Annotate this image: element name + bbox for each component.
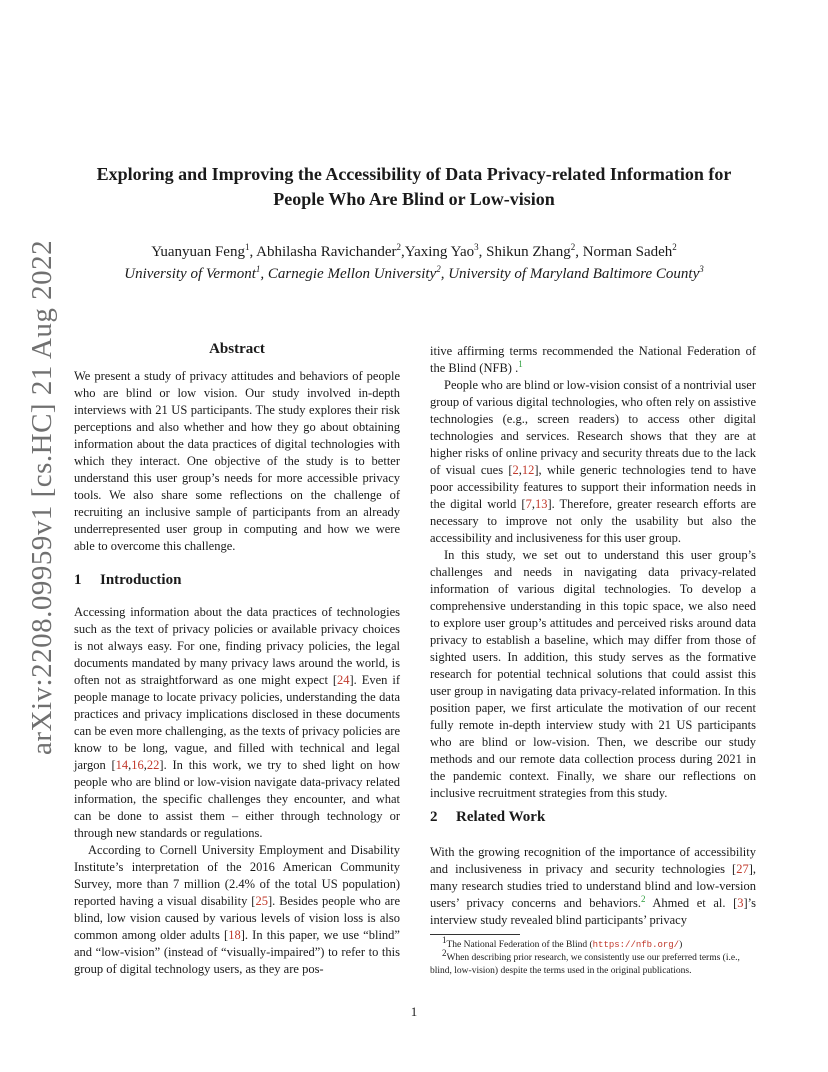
text-run: ]. In this work, we try to shed light on how people who are blind or low-vision navigate data-privacy related information, the specific challenges they encounter, and what can be done to assist them – either through technology or through new standards or regulations. (74, 758, 400, 840)
citation-link[interactable]: 12 (521, 463, 535, 477)
footnote-text: ) (679, 940, 683, 950)
author-affil-mark: 1 (244, 242, 250, 252)
section-number: 2 (430, 809, 438, 825)
section-introduction-heading (74, 572, 181, 589)
title-line-2: People Who Are Blind or Low-vision (273, 189, 555, 209)
citation-link[interactable]: 24 (337, 673, 350, 687)
related-paragraph (430, 844, 756, 929)
intro-paragraph: Accessing information about the data practices of technologies such as the text of privacy policies or available privacy choices is not always easy. For one, finding privacy policies, the legal documents mandated by many privacy laws around the world, is often not as straightforward as one might expect [24]. Even if people manage to locate privacy policies, understanding the data practices and privacy implications disclosed in these documents can be even more challenging, as the texts of privacy policies are know to be long, vague, and filled with technical and legal jargon [14,16,22]. In this work, we try to shed light on how people who are blind or low-vision navigate data-privacy related information, the specific challenges they encounter, and what can be done to assist them – either through technology or through new standards or regulations. (74, 605, 400, 840)
introduction-body (74, 604, 400, 978)
author-name: , Shikun Zhang (478, 244, 571, 260)
author-name: Yuanyuan Feng (151, 244, 245, 260)
affil-mark: 1 (255, 264, 261, 274)
author-list (60, 242, 768, 262)
section-title: Related Work (456, 809, 546, 825)
affiliation: University of Vermont (124, 266, 256, 282)
citation-link[interactable]: 18 (228, 928, 241, 942)
title-line-1: Exploring and Improving the Accessibility of Data Privacy-related Information for (96, 164, 732, 184)
footnote-2 (430, 947, 756, 978)
citation-link[interactable]: 27 (736, 862, 749, 876)
paper-title (60, 162, 768, 212)
intro-paragraph (430, 343, 756, 377)
citation-link[interactable]: 16 (131, 758, 144, 772)
author-affil-mark: 2 (672, 242, 677, 252)
citation-link[interactable]: 22 (146, 758, 160, 772)
author-affil-mark: 3 (474, 242, 479, 252)
introduction-continued (430, 343, 756, 802)
section-title: Introduction (100, 572, 182, 588)
intro-paragraph: People who are blind or low-vision consist of a nontrivial user group of various digital technologies, who often rely on assistive technologies (e.g., screen readers) to access other digital technologies and services. Research shows that they are at higher risks of online privacy and security threats due to the lack of visual cues [2,12], while generic technologies tend to have poor accessibility features to support their information needs in the digital world [7,13]. Therefore, greater research efforts are necessary to improve not only the usability but also the accessibility and inclusiveness for this user group. (430, 378, 756, 545)
author-affil-mark: 2 (570, 242, 576, 252)
citation-link[interactable]: 13 (534, 497, 548, 511)
citation-link[interactable]: 7 (525, 497, 532, 511)
author-name: , Abhilasha Ravichander (249, 244, 397, 260)
footnote-text: The National Federation of the Blind ( (446, 940, 593, 950)
text-run: Ahmed et al. [ (645, 896, 738, 910)
section-number: 1 (74, 572, 82, 588)
related-work-body (430, 844, 756, 929)
text-run: ]. In this paper, we use “blind” and “low-vision” (instead of “visually-impaired”) to refer to this group of digital technology users, as they are pos- (74, 928, 400, 976)
citation-link[interactable]: 2 (512, 463, 519, 477)
author-affil-mark: 2 (396, 242, 402, 252)
footnote-1 (430, 934, 756, 952)
footnote-marker[interactable]: 1 (518, 358, 523, 369)
text-run: People who are blind or low-vision consist of a nontrivial user group of various digital technologies, who often rely on assistive technologies (e.g., screen readers) to access other digital technologies and services. Research shows that they are at higher risks of online privacy and security threats due to the lack of visual cues [ (430, 378, 756, 477)
author-name: ,Yaxing Yao (401, 244, 475, 260)
affiliation: , Carnegie Mellon University (260, 266, 437, 282)
author-name: , Norman Sadeh (575, 244, 673, 260)
affiliation: , University of Maryland Baltimore County (440, 266, 700, 282)
text-run: itive affirming terms recommended the National Federation of the Blind (NFB) . (430, 344, 756, 375)
text-run: ]. Even if people manage to locate privacy policies, understanding the data practices and privacy implications disclosed in these documents can be even more challenging, as the texts of privacy policies are know to be long, vague, and filled with technical and legal jargon [ (74, 673, 400, 772)
text-run: Accessing information about the data practices of technologies such as the text of privacy policies or available privacy choices is not always easy. For one, finding privacy policies, the legal documents mandated by many privacy laws around the world, is often not as straightforward as one might expect [ (74, 605, 400, 687)
arxiv-identifier: arXiv:2208.09959v1 [cs.HC] 21 Aug 2022 (26, 239, 58, 755)
intro-paragraph (74, 842, 400, 978)
section-related-work-heading (430, 809, 545, 826)
text-run: According to Cornell University Employment and Disability Institute’s interpretation of the 2016 American Community Survey, more than 7 million (2.4% of the total US population) reported having a visual disability [ (74, 843, 400, 908)
abstract-text: We present a study of privacy attitudes and behaviors of people who are blind or low vision. Our study involved in-depth interviews with 21 US participants. The study explores their risk perceptions and also whether and how they go about obtaining information about the data practices of digital technologies with which they interact. One objective of the study is to better understand this user group’s needs for more accessible privacy tools. We also share some reflections on the challenge of recruiting an inclusive sample of participants from an already underrepresented user group in computing and how we were able to overcome this challenge. (74, 369, 400, 553)
affil-mark: 2 (436, 264, 441, 274)
page-number: 1 (410, 1004, 418, 1019)
text-run: With the growing recognition of the importance of accessibility and inclusiveness in privacy and security technologies [ (430, 845, 756, 876)
text-run: ], many research studies tried to understand blind and low-version users’ privacy concerns and behaviors. (430, 862, 756, 910)
citation-link[interactable]: 25 (255, 894, 268, 908)
intro-paragraph: In this study, we set out to understand this user group’s challenges and needs in navigating data privacy-related information of various digital technologies. To develop a comprehensive understanding in this topic space, we also need to explore user group’s attitudes and perceived risks around data privacy to establish a baseline, which may differ from those of sighted users. In addition, this study serves as the formative research for potential technical solutions that could assist this user group in navigating data privacy-related information. In this position paper, we first articulate the motivation of our recent fully remote in-depth interview study with 21 US participants who are blind or low-vision. Then, we describe our study methods and our remote data collection process during 2021 in the pandemic context. Finally, we share our reflections on inclusive recruitment strategies from this study. (430, 548, 756, 800)
footnotes (430, 934, 756, 978)
footnote-number: 2 (442, 947, 447, 958)
footnote-url-link[interactable]: https://nfb.org/ (592, 940, 680, 950)
text-run: ], while generic technologies tend to have poor accessibility features to support their information needs in the digital world [ (430, 463, 756, 511)
abstract-heading: Abstract (209, 341, 265, 357)
footnote-marker[interactable]: 2 (640, 893, 646, 904)
citation-link[interactable]: 14 (115, 758, 129, 772)
footnote-text: When describing prior research, we consistently use our preferred terms (i.e., blind, low-vision) despite the terms used in the original publications. (430, 953, 740, 976)
text-run: ]. Therefore, greater research efforts are necessary to improve not only the usability but also the accessibility and inclusiveness for this user group. (430, 497, 756, 545)
citation-link[interactable]: 3 (737, 896, 744, 910)
text-run: ]’s interview study revealed blind participants’ privacy (430, 896, 756, 927)
footnote-number: 1 (442, 934, 447, 945)
abstract-body (74, 368, 400, 555)
text-run: ]. Besides people who are blind, low vision caused by various levels of vision loss is also common among older adults [ (74, 894, 401, 942)
affiliation-list (60, 264, 768, 284)
affil-mark: 3 (699, 264, 704, 274)
